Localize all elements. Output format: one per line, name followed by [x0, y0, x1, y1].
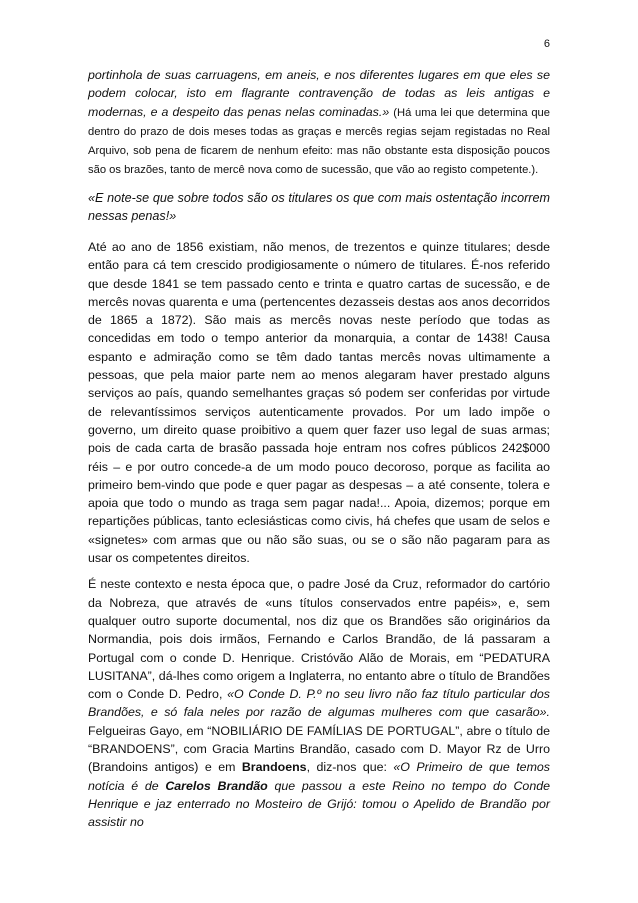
brandoens-bold: Brandoens [241, 760, 307, 775]
origin-text-3: , diz-nos que: [306, 760, 387, 775]
carelos-brandao-name: Carelos Brandão [165, 778, 268, 793]
paragraph-titulares-history: Até ao ano de 1856 existiam, não menos, de trezentos e quinze titulares; desde então para cá tem crescido prodigiosamente o número de titulares. É-nos referido que desde 1841 se tem passado cento e trinta e quatro cartas de sucessão, e de mercês novas quarenta e uma (pertencentes dezasseis destas aos anos decorridos de 1865 a 1872). São mais as mercês novas neste período que todas as concedidas em todo o tempo anterior da monarquia, a contar de 1438! Causa espanto e admiração como se têm dado tantas mercês novas ultimamente a pessoas, que pela maior parte nem ao menos alegaram haver prestado alguns serviços ao país, quando semelhantes graças só podem ser conferidas por virtude de relevantíssimos serviços autenticamente provados. Por um lado impõe o governo, um direito quase proibitivo a quem quer fazer uso legal de suas armas; pois de cada carta de brasão passada hoje entram nos cofres públicos 242$000 réis – e por outro concede-a de um modo pouco decoroso, porque as facilita ao primeiro bem-vindo que pode e quer pagar as despesas – a até consente, tolera e apoia que todo o mundo as traga sem pagar nada!... Apoia, dizemos; porque em repartições públicas, tanto eclesiásticas como civis, há chefes que usam de selos e «signetes» com armas que ou não são suas, ou se o são não pagaram para as usar os competentes direitos. [88, 239, 550, 566]
quote-text: portinhola de suas carruagens, em aneis, e nos diferentes lugares em que eles se podem colocar, isto em flagrante contravenção de todas as leis antigas e modernas, e a despeito das penas nelas cominadas.» [88, 68, 550, 119]
paragraph-titulares-quote: «E note-se que sobre todos são os titulares os que com mais ostentação incorrem nessas penas!» [88, 190, 550, 224]
origin-quote-start: «O Primeiro de que temos notícia é de [88, 760, 550, 793]
page-number: 6 [543, 38, 550, 50]
origin-quote-end: que passou a este Reino no tempo do Conde Henrique e jaz enterrado no Mosteiro de Grijó: tomou o Apelido de Brandão por assistir no [88, 778, 550, 830]
origin-quote-conde-pedro: «O Conde D. P.º no seu livro não faz título particular dos Brandões, e só fala neles por razão de algumas mulheres com que casarão». [88, 687, 550, 720]
paragraph-brandoes-origin [88, 575, 550, 831]
document-body [88, 66, 550, 831]
paragraph-quote-continuation [88, 66, 550, 180]
origin-text-1: É neste contexto e nesta época que, o padre José da Cruz, reformador do cartório da Nobreza, que através de «uns títulos conservados entre papéis», e, sem qualquer outro suporte documental, nos diz que os Brandões são originários da Normandia, pois dois irmãos, Fernando e Carlos Brandão, de lá passaram a Portugal com o conde D. Henrique. Cristóvão Alão de Morais, em “PEDATURA LUSITANA”, dá-lhes como origem a Inglaterra, no entanto abre o título de Brandões com o Conde D. Pedro, [88, 577, 550, 702]
legal-note: (Há uma lei que determina que dentro do prazo de dois meses todas as graças e mercês regias sejam registadas no Real Arquivo, sob pena de ficarem de nenhum efeito: mas não obstante esta disposição poucos são os brazões, tanto de mercê nova como de sucessão, que vão ao registo competente.). [88, 106, 550, 177]
origin-text-2: Felgueiras Gayo, em “NOBILIÁRIO DE FAMÍLIAS DE PORTUGAL”, abre o título de “BRANDOENS”, com Gracia Martins Brandão, casado com D. Mayor Rz de Urro (Brandoins antigos) e em [88, 723, 550, 775]
